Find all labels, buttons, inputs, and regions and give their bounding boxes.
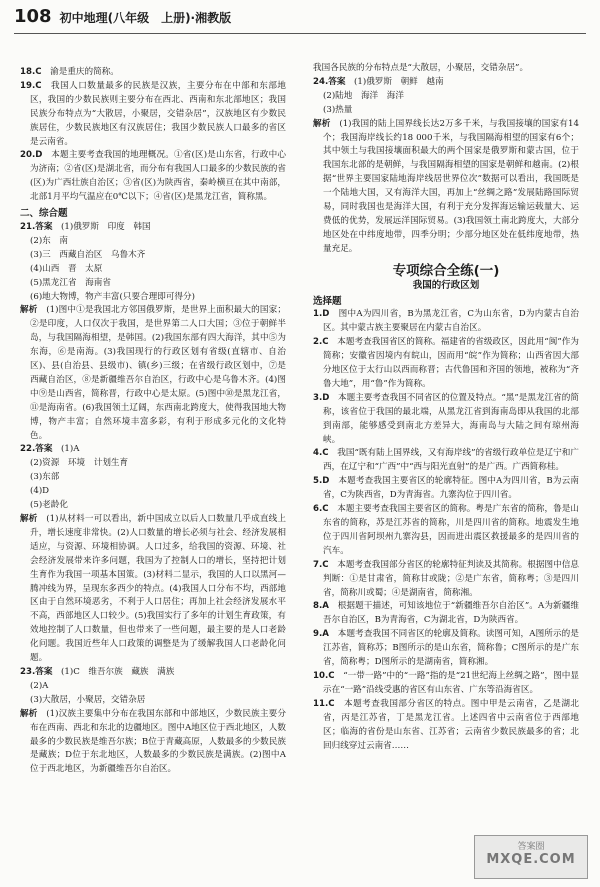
answer-item [313, 118, 579, 257]
item-text: 我国人口数量最多的民族是汉族，主要分布在中部和东部地区，我国的少数民族则主要分布在西北、西南和东北部地区；我国民族分布特点为“大散居，小聚居，交错杂居”，汉族地区有少数民族居住，少数民族地区有汉族居住；我国少数民族人口最多的省区是云南省。 [30, 80, 286, 147]
item-number: 5.D [313, 476, 330, 487]
answer-item [313, 600, 579, 628]
answer-item [20, 66, 286, 80]
item-number: 24.答案 [313, 76, 346, 87]
special-subtitle: 我国的行政区划 [412, 279, 480, 291]
item-number: 8.A [313, 601, 329, 612]
header-rule [14, 33, 586, 34]
answer-item [313, 392, 579, 448]
item-text: 本题主要考查我国不同省区的位置及特点。“黑”是黑龙江省的简称，该省位于我国的最北端，从黑龙江省到海南岛即从我国的北部到南部，能够感受到南北方差异大，海南岛与大陆之间有琼州海峡。 [323, 392, 579, 445]
item-text: (1)C 维吾尔族 藏族 满族 [61, 666, 175, 677]
answer-line: (6)地大物博，物产丰富(只要合理即可得分) [30, 291, 195, 302]
item-number: 4.C [313, 448, 329, 459]
answer-line: (3)东部 [30, 472, 60, 483]
item-text: 本题考查我国主要省区的轮廓特征。图中A为四川省，B为云南省，C为陕西省，D为青海省。九寨沟位于四川省。 [323, 476, 579, 501]
item-text: 本题考查我国不同省区的轮廓及简称。读图可知，A图所示的是江苏省，简称苏；B图所示的是山东省，简称鲁；C图所示的是广东省，简称粤；D图所示的是湖南省，简称湘。 [323, 629, 579, 668]
item-text: (1)俄罗斯 朝鲜 越南 [354, 76, 444, 87]
item-text: 根据题干描述，可知该地位于“新疆维吾尔自治区”。A为新疆维吾尔自治区，B为青海省，C为湖北省，D为陕西省。 [323, 601, 579, 626]
answer-line: (3)大散居，小聚居，交错杂居 [30, 694, 146, 705]
answer-line: (5)黑龙江省 海南省 [30, 277, 111, 288]
item-number: 21.答案 [20, 221, 53, 232]
answer-item [313, 475, 579, 503]
item-text: 本题主要考查我国主要省区的简称。粤是广东省的简称，鲁是山东省的简称，苏是江苏省的简称，川是四川省的简称。地震发生地位于四川省阿坝州九寨沟县，因而进出震区救援最多的是四川省的汽车。 [323, 504, 579, 556]
item-number: 解析 [313, 118, 331, 129]
item-text: (1)我国的陆上国界线长达2万多千米，与我国接壤的国家有14个；我国海岸线长约18 000千米，与我国隔海相望的国家有6个；其中领土与我国接壤面积最大的两个国家是俄罗斯和蒙古国，位于我国东北部的是朝鲜，与我国隔海相望的国家是朝鲜和越南。(2)根据“世界主要国家陆地海岸线居世界位次”数据可以看出，我国既是一个陆地大国，又有海洋大国，再加上“丝绸之路”发展陆路国际贸易，同时我国也是海洋大国，有利于充分发挥海运输运载量大、运费低的优势，发展远洋国际贸易。(3)我国领土南北跨度大，大部分地区处在中纬度地带，四季分明；少部分地区处在低纬度地带，热量充足。 [323, 118, 579, 254]
answer-item [313, 628, 579, 670]
item-text: (1)从材料一可以看出，新中国成立以后人口数量几乎成直线上升，增长速度非常快。(2)人口数量的增长必须与社会、经济发展相适应，与资源、环境相协调。人口过多，给我国的资源、环境、社会经济发展带来许多问题，我国为了控制人口的增长，坚持把计划生育作为我国一项基本国策。(3)材料二显示，我国的人口以黑河—腾冲线为界，呈现东多西少的特点。(4)我国人口分布不均，西部地区由于自然环境恶劣，不利于人口居住；再加上社会经济发展水平不高，西部地区人口较少。(5)我国实行了多年的计划生育政策，有效地控制了人口数量，但也带来了一些问题，最主要的是人口老龄化问题。我国近些年人口政策的调整是为了缓解我国人口老龄化问题。 [30, 514, 286, 664]
answer-item [20, 666, 286, 680]
item-number: 19.C [20, 80, 42, 91]
right-column [313, 62, 579, 753]
section-heading: 二、综合题 [20, 208, 68, 220]
answer-item [20, 149, 286, 205]
answer-item [313, 670, 579, 698]
item-number: 18.C [20, 67, 42, 77]
item-number: 解析 [20, 514, 38, 524]
page-header [14, 6, 231, 32]
left-column [20, 66, 286, 777]
item-number: 7.C [313, 559, 329, 570]
answer-line: (4)D [30, 486, 50, 497]
answer-item [313, 559, 579, 601]
answer-line: (2)资源 环境 计划生育 [30, 458, 129, 469]
item-number: 6.C [313, 504, 329, 515]
watermark-top: 答案圈 [517, 842, 545, 852]
answer-item [20, 443, 286, 457]
answer-item [313, 503, 579, 559]
answer-line: (2)A [30, 680, 49, 691]
answer-item [313, 447, 579, 475]
watermark-main: MXQE.COM [486, 852, 576, 867]
item-number: 1.D [313, 309, 330, 320]
answer-item [313, 336, 579, 392]
item-text: 本题考查我国省区的简称。福建省的省级政区，因此用“闽”作为简称；安徽省因境内有皖山，因而用“皖”作为简称；山西省因大部分地区位于太行山以西而称晋；古代鲁国和齐国的领地，被称为“齐鲁大地”，用“鲁”作为简称。 [323, 337, 579, 389]
item-text: 渝是重庆的简称。 [50, 67, 119, 77]
item-number: 解析 [20, 708, 38, 719]
page-number: 108 [14, 6, 52, 27]
answer-item [20, 80, 286, 150]
item-text: (1)汉族主要集中分布在我国东部和中部地区，少数民族主要分布在西南、西北和东北的边疆地区。图中A地区位于西北地区，人数最多的少数民族是维吾尔族；B位于青藏高原，人数最多的少数民族是藏族；D位于东北地区，人数最多的少数民族是满族。(2)图中A位于西北地区，为新疆维吾尔自治区。 [30, 708, 286, 775]
item-number: 2.C [313, 337, 329, 348]
answer-item [313, 308, 579, 336]
item-number: 22.答案 [20, 444, 53, 455]
answer-item [313, 698, 579, 754]
item-number: 23.答案 [20, 666, 53, 677]
answer-item [20, 708, 286, 778]
item-number: 20.D [20, 150, 43, 161]
item-number: 11.C [313, 698, 335, 709]
item-number: 3.D [313, 392, 330, 403]
special-title: 专项综合全练(一) [392, 262, 500, 279]
answer-item [20, 513, 286, 666]
item-text: 图中A为四川省，B为黑龙江省，C为山东省，D为内蒙古自治区。其中蒙古族主要聚居在内蒙古自治区。 [323, 309, 579, 334]
answer-line: (3)热量 [323, 104, 353, 115]
item-number: 解析 [20, 305, 38, 316]
item-text: 本题考查我国部分省区的特点。图中甲是云南省，乙是湖北省，丙是江苏省，丁是黑龙江省。上述四省中云南省位于西部地区；临海的省份是山东省、江苏省；云南省少数民族最多的省；北回归线穿过云南省…… [323, 698, 579, 751]
answer-line: (5)老龄化 [30, 500, 68, 511]
answer-line: (2)东 南 [30, 235, 68, 246]
answer-line: (4)山西 晋 太原 [30, 263, 103, 274]
watermark-stamp [474, 835, 588, 879]
item-text: “一带一路”中的“一路”指的是“21世纪海上丝绸之路”，图中显示在“一路”沿线受惠的省区有山东省、广东等沿海省区。 [323, 670, 579, 695]
item-text: 本题主要考查我国的地理概况。①省(区)是山东省，行政中心为济南；②省(区)是湖北省，而分布有我国人口最多的少数民族的省(区)为广西壮族自治区；③省(区)为陕西省，秦岭横亘在其中南部，北部1月平均气温应在0℃以下；④省(区)是黑龙江省，简称黑。 [30, 150, 286, 203]
item-text: (1)俄罗斯 印度 韩国 [61, 221, 151, 232]
book-title: 初中地理(八年级 上册)·湘教版 [59, 11, 232, 25]
item-text: (1)图中①是我国北方邻国俄罗斯，是世界上面积最大的国家；②是印度，人口仅次于我国，是世界第二人口大国；③位于朝鲜半岛，与我国隔海相望，是韩国。(2)我国东部有四大海洋，其中⑤为东海，⑥是南海。(3)我国现行的行政区划有省级(直辖市、自治区)、县(自治县、县级市)、镇(乡)三级；在省级行政区划中，⑦是西藏自治区，⑧是新疆维吾尔自治区，行政中心是乌鲁木齐。(4)图中⑨是山西省，简称晋，行政中心是太原。(5)图中⑩是黑龙江省，⑪是海南省。(6)我国领土辽阔，东西南北跨度大，使得我国地大物博，物产丰富；自然环境丰富多彩，有利于形成多元化的文化特色。 [30, 305, 286, 441]
section-heading: 选择题 [313, 295, 342, 307]
continued-text: 我国各民族的分布特点是“大散居，小聚居，交错杂居”。 [313, 63, 529, 73]
item-text: 本题考查我国部分省区的轮廓特征判读及其简称。根据图中信息判断：①是甘肃省，简称甘或陇；②是广东省，简称粤；③是四川省，简称川或蜀；④是湖南省，简称湘。 [323, 559, 579, 598]
item-number: 9.A [313, 629, 329, 640]
answer-item [313, 76, 579, 90]
answer-line: (3)三 西藏自治区 乌鲁木齐 [30, 249, 146, 260]
answer-item [20, 221, 286, 235]
item-number: 10.C [313, 670, 335, 681]
item-text: (1)A [61, 444, 80, 455]
answer-line: (2)陆地 海洋 海洋 [323, 90, 404, 101]
answer-item [20, 304, 286, 443]
item-text: 我国“既有陆上国界线，又有海岸线”的省级行政单位是辽宁和广西，在辽宁和“广西”中“西与阳光直射”的是广西。广西简称桂。 [323, 448, 579, 473]
